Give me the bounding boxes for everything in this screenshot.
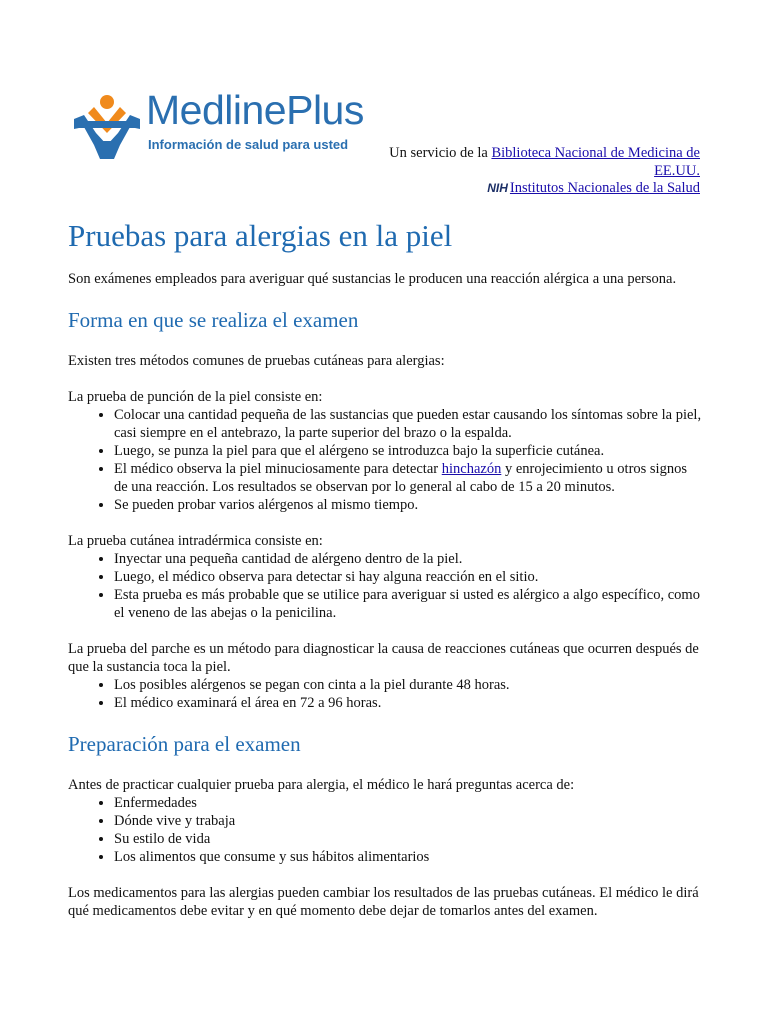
intradermal-test-intro: La prueba cutánea intradérmica consiste en: — [68, 533, 323, 549]
patch-test-list — [68, 676, 702, 712]
service-prefix: Un servicio de la — [389, 145, 492, 161]
patch-test-intro: La prueba del parche es un método para diagnosticar la causa de reacciones cutáneas que ocurren después de que la sustancia toca la piel. — [68, 641, 699, 675]
intro-paragraph: Son exámenes empleados para averiguar qué sustancias le producen una reacción alérgica a una persona. — [68, 271, 677, 287]
list-item: • Esta prueba es más probable que se utilice para averiguar si usted es alérgico a algo específico, como el veneno de las abejas o la penicilina. — [114, 586, 702, 622]
prick-test-list — [68, 406, 702, 514]
list-item: • Luego, el médico observa para detectar si hay alguna reacción en el sitio. — [114, 568, 702, 586]
section-heading-preparation: Preparación para el examen — [68, 732, 301, 756]
list-item: • Luego, se punza la piel para que el alérgeno se introduzca bajo la superficie cutánea. — [114, 442, 702, 460]
list-item: • Enfermedades — [114, 794, 702, 812]
brand-name — [146, 87, 364, 134]
hinchazon-link[interactable]: hinchazón — [441, 461, 502, 477]
nih-logo: NIH — [487, 181, 508, 195]
brand-plus: Plus — [286, 87, 364, 133]
list-item: • Colocar una cantidad pequeña de las sustancias que pueden estar causando los síntomas sobre la piel, casi siempre en el antebrazo, la parte superior del brazo o la espalda. — [114, 406, 702, 442]
article — [68, 216, 702, 920]
nlm-link[interactable]: Biblioteca Nacional de Medicina de EE.UU. — [491, 145, 700, 179]
list-item-text: El médico observa la piel minuciosamente para detectar — [114, 461, 442, 477]
brand-tagline: Información de salud para usted — [148, 137, 349, 152]
list-item: • Inyectar una pequeña cantidad de alérgeno dentro de la piel. — [114, 550, 702, 568]
medlineplus-logo-icon — [74, 93, 140, 159]
intradermal-test-list — [68, 550, 702, 622]
medications-paragraph: Los medicamentos para las alergias pueden cambiar los resultados de las pruebas cutáneas. El médico le dirá qué medicamentos debe evitar y en qué momento debe dejar de tomarlos antes del examen. — [68, 885, 699, 919]
list-item — [114, 460, 702, 496]
list-item: • Los alimentos que consume y sus hábitos alimentarios — [114, 848, 702, 866]
preparation-list — [68, 794, 702, 866]
list-item: • Su estilo de vida — [114, 830, 702, 848]
nih-attribution — [487, 180, 700, 197]
list-item-text: y enrojecimiento u otros signos de una reacción. Los resultados se observan por lo general al cabo de 15 a 20 minutos. — [114, 461, 687, 495]
list-item: • El médico examinará el área en 72 a 96 horas. — [114, 694, 702, 712]
list-item: • Dónde vive y trabaja — [114, 812, 702, 830]
methods-lead: Existen tres métodos comunes de pruebas cutáneas para alergias: — [68, 353, 445, 369]
preparation-lead: Antes de practicar cualquier prueba para alergia, el médico le hará preguntas acerca de: — [68, 777, 575, 793]
service-attribution — [360, 144, 700, 180]
nih-link[interactable]: Institutos Nacionales de la Salud — [509, 180, 700, 196]
list-item: • Los posibles alérgenos se pegan con cinta a la piel durante 48 horas. — [114, 676, 702, 694]
prick-test-intro: La prueba de punción de la piel consiste en: — [68, 389, 323, 405]
section-heading-procedure: Forma en que se realiza el examen — [68, 308, 359, 332]
brand-medline: Medline — [146, 87, 287, 133]
list-item: • Se pueden probar varios alérgenos al mismo tiempo. — [114, 496, 702, 514]
page-title: Pruebas para alergias en la piel — [68, 218, 453, 253]
medlineplus-logo[interactable] — [74, 87, 374, 159]
